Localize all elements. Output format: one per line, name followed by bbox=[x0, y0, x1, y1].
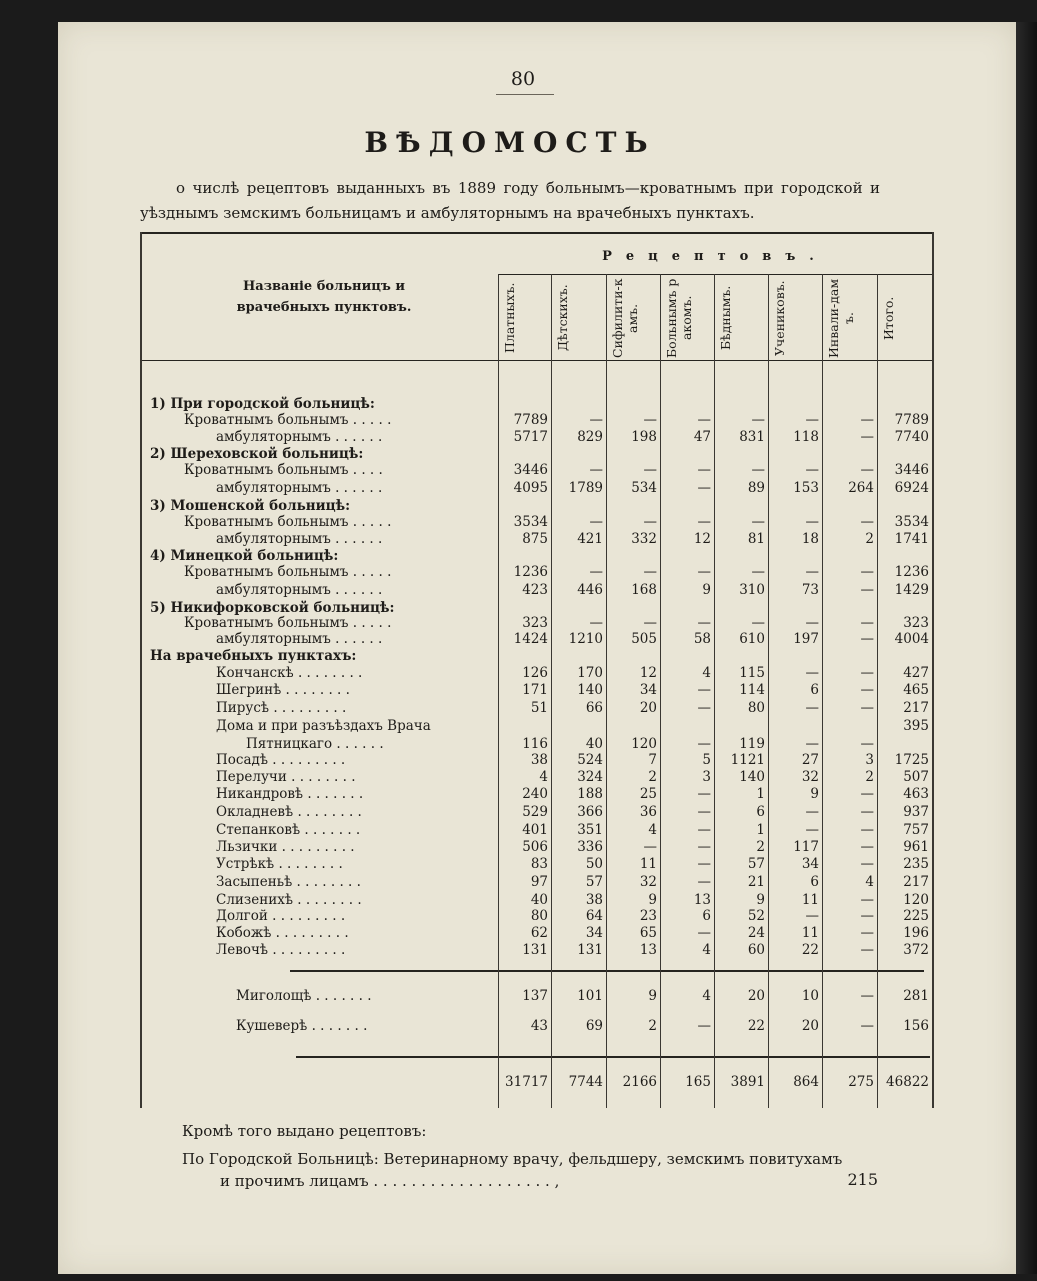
row-label: Кроватнымъ больнымъ . . . . . bbox=[184, 564, 392, 580]
row-label: Засыпеньѣ . . . . . . . . bbox=[216, 874, 361, 890]
table-cell: 1429 bbox=[894, 582, 929, 598]
table-cell: — bbox=[697, 564, 711, 580]
table-cell: — bbox=[805, 736, 819, 752]
document-subtitle: о числѣ рецептовъ выданныхъ въ 1889 году больнымъ—кроватнымъ при городской и уѣзднымъ земскимъ больницамъ и амбуляторнымъ на врачебныхъ пунктахъ. bbox=[140, 179, 880, 222]
column-header: Больнымъ ракомъ. bbox=[664, 278, 694, 358]
row-label: Степанковѣ . . . . . . . bbox=[216, 822, 361, 838]
table-cell: 83 bbox=[530, 856, 548, 872]
total-cell: 864 bbox=[793, 1074, 819, 1090]
table-cell: — bbox=[697, 786, 711, 802]
table-cell: 332 bbox=[631, 531, 657, 547]
total-cell: 7744 bbox=[568, 1074, 603, 1090]
table-cell: 4 bbox=[702, 665, 711, 681]
table-cell: 323 bbox=[522, 615, 548, 631]
table-cell: 20 bbox=[801, 1018, 819, 1034]
table-cell: 43 bbox=[530, 1018, 548, 1034]
table-cell: 69 bbox=[585, 1018, 603, 1034]
table-cell: 40 bbox=[530, 892, 548, 908]
table-cell: — bbox=[589, 564, 603, 580]
row-label: Кроватнымъ больнымъ . . . . . bbox=[184, 514, 392, 530]
total-cell: 275 bbox=[848, 1074, 874, 1090]
table-cell: 66 bbox=[585, 700, 603, 716]
table-cell: 4 bbox=[865, 874, 874, 890]
column-header: Сифилити-камъ. bbox=[610, 278, 640, 358]
table-cell: 25 bbox=[639, 786, 657, 802]
table-cell: 2 bbox=[865, 769, 874, 785]
row-label: Пирусѣ . . . . . . . . . bbox=[216, 700, 347, 716]
table-cell: 97 bbox=[530, 874, 548, 890]
table-cell: 89 bbox=[747, 480, 765, 496]
row-label: Кончанскѣ . . . . . . . . bbox=[216, 665, 363, 681]
row-label: Левочѣ . . . . . . . . . bbox=[216, 942, 346, 958]
footnote-heading: Кромѣ того выдано рецептовъ: bbox=[182, 1122, 427, 1140]
table-cell: 11 bbox=[801, 892, 819, 908]
table-cell: 961 bbox=[903, 839, 929, 855]
table-cell: 198 bbox=[631, 429, 657, 445]
table-cell: 4004 bbox=[894, 631, 929, 647]
table-cell: 6 bbox=[810, 874, 819, 890]
table-cell: 80 bbox=[747, 700, 765, 716]
table-cell: 324 bbox=[577, 769, 603, 785]
table-cell: 3 bbox=[865, 752, 874, 768]
table-cell: — bbox=[860, 412, 874, 428]
table-cell: — bbox=[805, 462, 819, 478]
table-cell: 1236 bbox=[513, 564, 548, 580]
table-cell: — bbox=[589, 514, 603, 530]
table-cell: 507 bbox=[903, 769, 929, 785]
table-cell: — bbox=[860, 839, 874, 855]
table-cell: — bbox=[805, 822, 819, 838]
page-number: 80 bbox=[510, 68, 536, 90]
table-cell: — bbox=[751, 462, 765, 478]
table-cell: — bbox=[697, 412, 711, 428]
table-cell: — bbox=[697, 925, 711, 941]
column-header: Дѣтскихъ. bbox=[555, 284, 570, 352]
table-cell: 116 bbox=[522, 736, 548, 752]
table-cell: 60 bbox=[747, 942, 765, 958]
table-cell: — bbox=[860, 786, 874, 802]
table-cell: — bbox=[751, 615, 765, 631]
table-cell: 1424 bbox=[513, 631, 548, 647]
table-cell: — bbox=[860, 665, 874, 681]
table-cell: 137 bbox=[522, 988, 548, 1004]
table-cell: — bbox=[697, 804, 711, 820]
table-cell: 235 bbox=[903, 856, 929, 872]
row-label: Никандровѣ . . . . . . . bbox=[216, 786, 364, 802]
row-label: Дома и при разъѣздахъ Врача bbox=[216, 718, 431, 734]
table-cell: 7 bbox=[648, 752, 657, 768]
table-cell: 2 bbox=[648, 769, 657, 785]
table-cell: — bbox=[805, 615, 819, 631]
table-cell: — bbox=[643, 462, 657, 478]
table-sum-rule bbox=[296, 1056, 930, 1058]
table-cell: 225 bbox=[903, 908, 929, 924]
table-cell: 131 bbox=[522, 942, 548, 958]
table-cell: 196 bbox=[903, 925, 929, 941]
table-cell: 937 bbox=[903, 804, 929, 820]
table-cell: — bbox=[860, 925, 874, 941]
table-cell: — bbox=[860, 462, 874, 478]
table-mid-rule bbox=[290, 970, 924, 972]
table-cell: 6 bbox=[702, 908, 711, 924]
table-cell: 13 bbox=[693, 892, 711, 908]
table-header-rule bbox=[140, 360, 932, 361]
table-cell: — bbox=[860, 822, 874, 838]
table-cell: 27 bbox=[801, 752, 819, 768]
total-cell: 3891 bbox=[730, 1074, 765, 1090]
table-cell: 7789 bbox=[513, 412, 548, 428]
table-cell: 3534 bbox=[894, 514, 929, 530]
table-cell: 372 bbox=[903, 942, 929, 958]
total-cell: 2166 bbox=[622, 1074, 657, 1090]
table-cell: 34 bbox=[801, 856, 819, 872]
table-cell: 463 bbox=[903, 786, 929, 802]
table-cell: 140 bbox=[739, 769, 765, 785]
table-cell: 610 bbox=[739, 631, 765, 647]
table-cell: 13 bbox=[639, 942, 657, 958]
table-cell: 12 bbox=[693, 531, 711, 547]
table-cell: — bbox=[643, 564, 657, 580]
table-cell: 506 bbox=[522, 839, 548, 855]
table-cell: — bbox=[697, 839, 711, 855]
table-cell: 281 bbox=[903, 988, 929, 1004]
footnote-total: 215 bbox=[847, 1170, 878, 1189]
table-cell: — bbox=[805, 700, 819, 716]
table-cell: 1725 bbox=[894, 752, 929, 768]
table-cell: 24 bbox=[747, 925, 765, 941]
row-label: Кушеверѣ . . . . . . . bbox=[236, 1018, 368, 1034]
table-cell: 4 bbox=[648, 822, 657, 838]
table-cell: 81 bbox=[747, 531, 765, 547]
table-cell: 351 bbox=[577, 822, 603, 838]
table-cell: 118 bbox=[793, 429, 819, 445]
table-cell: — bbox=[860, 1018, 874, 1034]
table-cell: 524 bbox=[577, 752, 603, 768]
table-cell: 395 bbox=[903, 718, 929, 734]
table-cell: 6924 bbox=[894, 480, 929, 496]
table-cell: — bbox=[860, 615, 874, 631]
table-group-rule bbox=[498, 274, 932, 275]
total-cell: 31717 bbox=[505, 1074, 548, 1090]
table-top-rule bbox=[140, 232, 932, 234]
table-cell: — bbox=[805, 412, 819, 428]
row-label: Льзички . . . . . . . . . bbox=[216, 839, 355, 855]
table-cell: 4 bbox=[702, 942, 711, 958]
table-cell: 534 bbox=[631, 480, 657, 496]
table-cell: 423 bbox=[522, 582, 548, 598]
table-cell: — bbox=[805, 908, 819, 924]
table-cell: 1789 bbox=[568, 480, 603, 496]
row-label: амбуляторнымъ . . . . . . bbox=[216, 531, 383, 547]
table-cell: 120 bbox=[631, 736, 657, 752]
table-cell: 427 bbox=[903, 665, 929, 681]
table-cell: 119 bbox=[739, 736, 765, 752]
row-label: Перелучи . . . . . . . . bbox=[216, 769, 356, 785]
table-cell: — bbox=[643, 615, 657, 631]
table-cell: 9 bbox=[648, 892, 657, 908]
table-cell: 2 bbox=[865, 531, 874, 547]
column-header: Бѣднымъ. bbox=[718, 285, 733, 351]
table-cell: — bbox=[860, 564, 874, 580]
table-cell: 57 bbox=[585, 874, 603, 890]
table-cell: 11 bbox=[801, 925, 819, 941]
table-cell: — bbox=[805, 665, 819, 681]
table-cell: 38 bbox=[585, 892, 603, 908]
table-cell: 22 bbox=[801, 942, 819, 958]
table-cell: 9 bbox=[648, 988, 657, 1004]
table-cell: — bbox=[697, 682, 711, 698]
section-label: 3) Мошенской больницѣ: bbox=[150, 498, 351, 514]
table-cell: 171 bbox=[522, 682, 548, 698]
table-cell: 57 bbox=[747, 856, 765, 872]
table-cell: 197 bbox=[793, 631, 819, 647]
row-label: Пятницкаго . . . . . . bbox=[246, 736, 384, 752]
section-label: 4) Минецкой больницѣ: bbox=[150, 548, 339, 564]
table-cell: 117 bbox=[793, 839, 819, 855]
table-cell: 1 bbox=[756, 822, 765, 838]
table-cell: — bbox=[860, 804, 874, 820]
row-label: Кроватнымъ больнымъ . . . . . bbox=[184, 412, 392, 428]
table-cell: 310 bbox=[739, 582, 765, 598]
table-cell: 64 bbox=[585, 908, 603, 924]
table-cell: 131 bbox=[577, 942, 603, 958]
table-cell: 120 bbox=[903, 892, 929, 908]
table-cell: 3446 bbox=[513, 462, 548, 478]
table-cell: 1121 bbox=[730, 752, 765, 768]
table-cell: 1210 bbox=[568, 631, 603, 647]
table-cell: 757 bbox=[903, 822, 929, 838]
table-cell: 65 bbox=[639, 925, 657, 941]
table-cell: — bbox=[805, 804, 819, 820]
table-cell: — bbox=[860, 908, 874, 924]
table-cell: — bbox=[751, 514, 765, 530]
row-label: Шегринѣ . . . . . . . . bbox=[216, 682, 350, 698]
table-cell: — bbox=[860, 429, 874, 445]
column-header: Учениковъ. bbox=[772, 280, 787, 356]
section-label: 1) При городской больницѣ: bbox=[150, 396, 375, 412]
row-label: Кроватнымъ больнымъ . . . . . bbox=[184, 615, 392, 631]
table-cell: 12 bbox=[639, 665, 657, 681]
table-cell: 80 bbox=[530, 908, 548, 924]
table-cell: 4095 bbox=[513, 480, 548, 496]
total-cell: 165 bbox=[685, 1074, 711, 1090]
table-cell: — bbox=[751, 412, 765, 428]
table-cell: 4 bbox=[539, 769, 548, 785]
table-cell: — bbox=[860, 631, 874, 647]
table-cell: 366 bbox=[577, 804, 603, 820]
table-cell: 5717 bbox=[513, 429, 548, 445]
table-cell: 126 bbox=[522, 665, 548, 681]
table-cell: 62 bbox=[530, 925, 548, 941]
prescriptions-table bbox=[140, 232, 929, 1108]
table-cell: 2 bbox=[756, 839, 765, 855]
table-cell: 5 bbox=[702, 752, 711, 768]
table-cell: 156 bbox=[903, 1018, 929, 1034]
row-label: амбуляторнымъ . . . . . . bbox=[216, 429, 383, 445]
table-cell: 529 bbox=[522, 804, 548, 820]
table-cell: 401 bbox=[522, 822, 548, 838]
row-label: Миголощѣ . . . . . . . bbox=[236, 988, 372, 1004]
row-label: амбуляторнымъ . . . . . . bbox=[216, 480, 383, 496]
table-cell: — bbox=[697, 700, 711, 716]
table-cell: 7789 bbox=[894, 412, 929, 428]
table-cell: 3446 bbox=[894, 462, 929, 478]
table-cell: 217 bbox=[903, 700, 929, 716]
table-cell: 323 bbox=[903, 615, 929, 631]
table-cell: — bbox=[697, 822, 711, 838]
table-cell: — bbox=[860, 514, 874, 530]
table-cell: — bbox=[697, 480, 711, 496]
table-cell: 50 bbox=[585, 856, 603, 872]
name-column-header: Названіе больницъ и врачебныхъ пунктовъ. bbox=[236, 279, 412, 315]
table-cell: 32 bbox=[639, 874, 657, 890]
table-cell: 22 bbox=[747, 1018, 765, 1034]
table-cell: 34 bbox=[585, 925, 603, 941]
table-cell: — bbox=[643, 514, 657, 530]
table-cell: 264 bbox=[848, 480, 874, 496]
table-cell: — bbox=[589, 462, 603, 478]
table-cell: 6 bbox=[810, 682, 819, 698]
row-label: амбуляторнымъ . . . . . . bbox=[216, 631, 383, 647]
table-left-border bbox=[140, 232, 142, 1108]
table-cell: 114 bbox=[739, 682, 765, 698]
table-cell: 336 bbox=[577, 839, 603, 855]
table-cell: 1236 bbox=[894, 564, 929, 580]
column-header: Инвали-дамъ. bbox=[826, 278, 856, 358]
total-cell: 46822 bbox=[886, 1074, 929, 1090]
table-cell: — bbox=[697, 462, 711, 478]
table-cell: — bbox=[589, 412, 603, 428]
table-cell: 36 bbox=[639, 804, 657, 820]
table-cell: 1741 bbox=[894, 531, 929, 547]
row-label: Кроватнымъ больнымъ . . . . bbox=[184, 462, 383, 478]
table-cell: 170 bbox=[577, 665, 603, 681]
table-cell: — bbox=[697, 856, 711, 872]
table-cell: 38 bbox=[530, 752, 548, 768]
section-label: На врачебныхъ пунктахъ: bbox=[150, 648, 357, 664]
row-label: Кобожѣ . . . . . . . . . bbox=[216, 925, 349, 941]
table-cell: 52 bbox=[747, 908, 765, 924]
table-cell: 58 bbox=[693, 631, 711, 647]
table-cell: 188 bbox=[577, 786, 603, 802]
table-cell: 9 bbox=[702, 582, 711, 598]
document-title: ВѢДОМОСТЬ bbox=[364, 126, 656, 159]
table-cell: 115 bbox=[739, 665, 765, 681]
table-cell: 153 bbox=[793, 480, 819, 496]
table-cell: 40 bbox=[585, 736, 603, 752]
table-right-border bbox=[932, 232, 934, 1108]
table-cell: — bbox=[860, 682, 874, 698]
table-cell: 9 bbox=[756, 892, 765, 908]
table-cell: 21 bbox=[747, 874, 765, 890]
table-cell: 240 bbox=[522, 786, 548, 802]
table-cell: 1 bbox=[756, 786, 765, 802]
footnote-line: По Городской Больницѣ: Ветеринарному врачу, фельдшеру, земскимъ повитухамъ bbox=[182, 1150, 843, 1168]
table-cell: — bbox=[860, 988, 874, 1004]
column-header: Итого. bbox=[881, 296, 896, 340]
table-cell: 421 bbox=[577, 531, 603, 547]
table-cell: — bbox=[860, 942, 874, 958]
table-cell: 47 bbox=[693, 429, 711, 445]
table-cell: 11 bbox=[639, 856, 657, 872]
table-cell: 465 bbox=[903, 682, 929, 698]
section-label: 2) Шереховской больницѣ: bbox=[150, 446, 364, 462]
table-cell: 2 bbox=[648, 1018, 657, 1034]
table-cell: — bbox=[643, 839, 657, 855]
table-cell: — bbox=[860, 700, 874, 716]
table-cell: 9 bbox=[810, 786, 819, 802]
table-cell: — bbox=[860, 736, 874, 752]
table-cell: 20 bbox=[639, 700, 657, 716]
table-cell: 217 bbox=[903, 874, 929, 890]
table-cell: — bbox=[697, 736, 711, 752]
table-cell: 4 bbox=[702, 988, 711, 1004]
group-header: Рецептовъ. bbox=[602, 249, 828, 264]
table-cell: — bbox=[697, 1018, 711, 1034]
row-label: Устрѣкѣ . . . . . . . . bbox=[216, 856, 343, 872]
table-cell: 168 bbox=[631, 582, 657, 598]
table-cell: — bbox=[697, 874, 711, 890]
table-cell: 23 bbox=[639, 908, 657, 924]
table-cell: 7740 bbox=[894, 429, 929, 445]
table-cell: 831 bbox=[739, 429, 765, 445]
table-cell: — bbox=[697, 514, 711, 530]
table-cell: — bbox=[751, 564, 765, 580]
footnote-line: и прочимъ лицамъ . . . . . . . . . . . . . . . . . . . , bbox=[220, 1172, 560, 1190]
table-cell: — bbox=[697, 615, 711, 631]
row-label: Окладневѣ . . . . . . . . bbox=[216, 804, 362, 820]
row-label: Долгой . . . . . . . . . bbox=[216, 908, 346, 924]
section-label: 5) Никифорковской больницѣ: bbox=[150, 600, 395, 616]
row-label: Посадѣ . . . . . . . . . bbox=[216, 752, 346, 768]
table-cell: 20 bbox=[747, 988, 765, 1004]
table-cell: — bbox=[805, 564, 819, 580]
table-cell: 3 bbox=[702, 769, 711, 785]
row-label: Слизенихѣ . . . . . . . . bbox=[216, 892, 362, 908]
table-cell: 446 bbox=[577, 582, 603, 598]
table-cell: 140 bbox=[577, 682, 603, 698]
table-cell: — bbox=[589, 615, 603, 631]
table-cell: 18 bbox=[801, 531, 819, 547]
table-cell: — bbox=[860, 582, 874, 598]
table-cell: 32 bbox=[801, 769, 819, 785]
column-header: Платныхъ. bbox=[502, 282, 517, 354]
table-cell: 34 bbox=[639, 682, 657, 698]
table-cell: — bbox=[643, 412, 657, 428]
table-cell: — bbox=[805, 514, 819, 530]
table-cell: 875 bbox=[522, 531, 548, 547]
table-cell: 505 bbox=[631, 631, 657, 647]
table-cell: 3534 bbox=[513, 514, 548, 530]
table-cell: 73 bbox=[801, 582, 819, 598]
table-cell: 10 bbox=[801, 988, 819, 1004]
page-number-rule bbox=[496, 94, 554, 95]
table-cell: — bbox=[860, 892, 874, 908]
table-cell: — bbox=[860, 856, 874, 872]
table-cell: 51 bbox=[530, 700, 548, 716]
page-edge-strip bbox=[1016, 22, 1037, 1274]
row-label: амбуляторнымъ . . . . . . bbox=[216, 582, 383, 598]
table-cell: 101 bbox=[577, 988, 603, 1004]
table-cell: 829 bbox=[577, 429, 603, 445]
table-cell: 6 bbox=[756, 804, 765, 820]
